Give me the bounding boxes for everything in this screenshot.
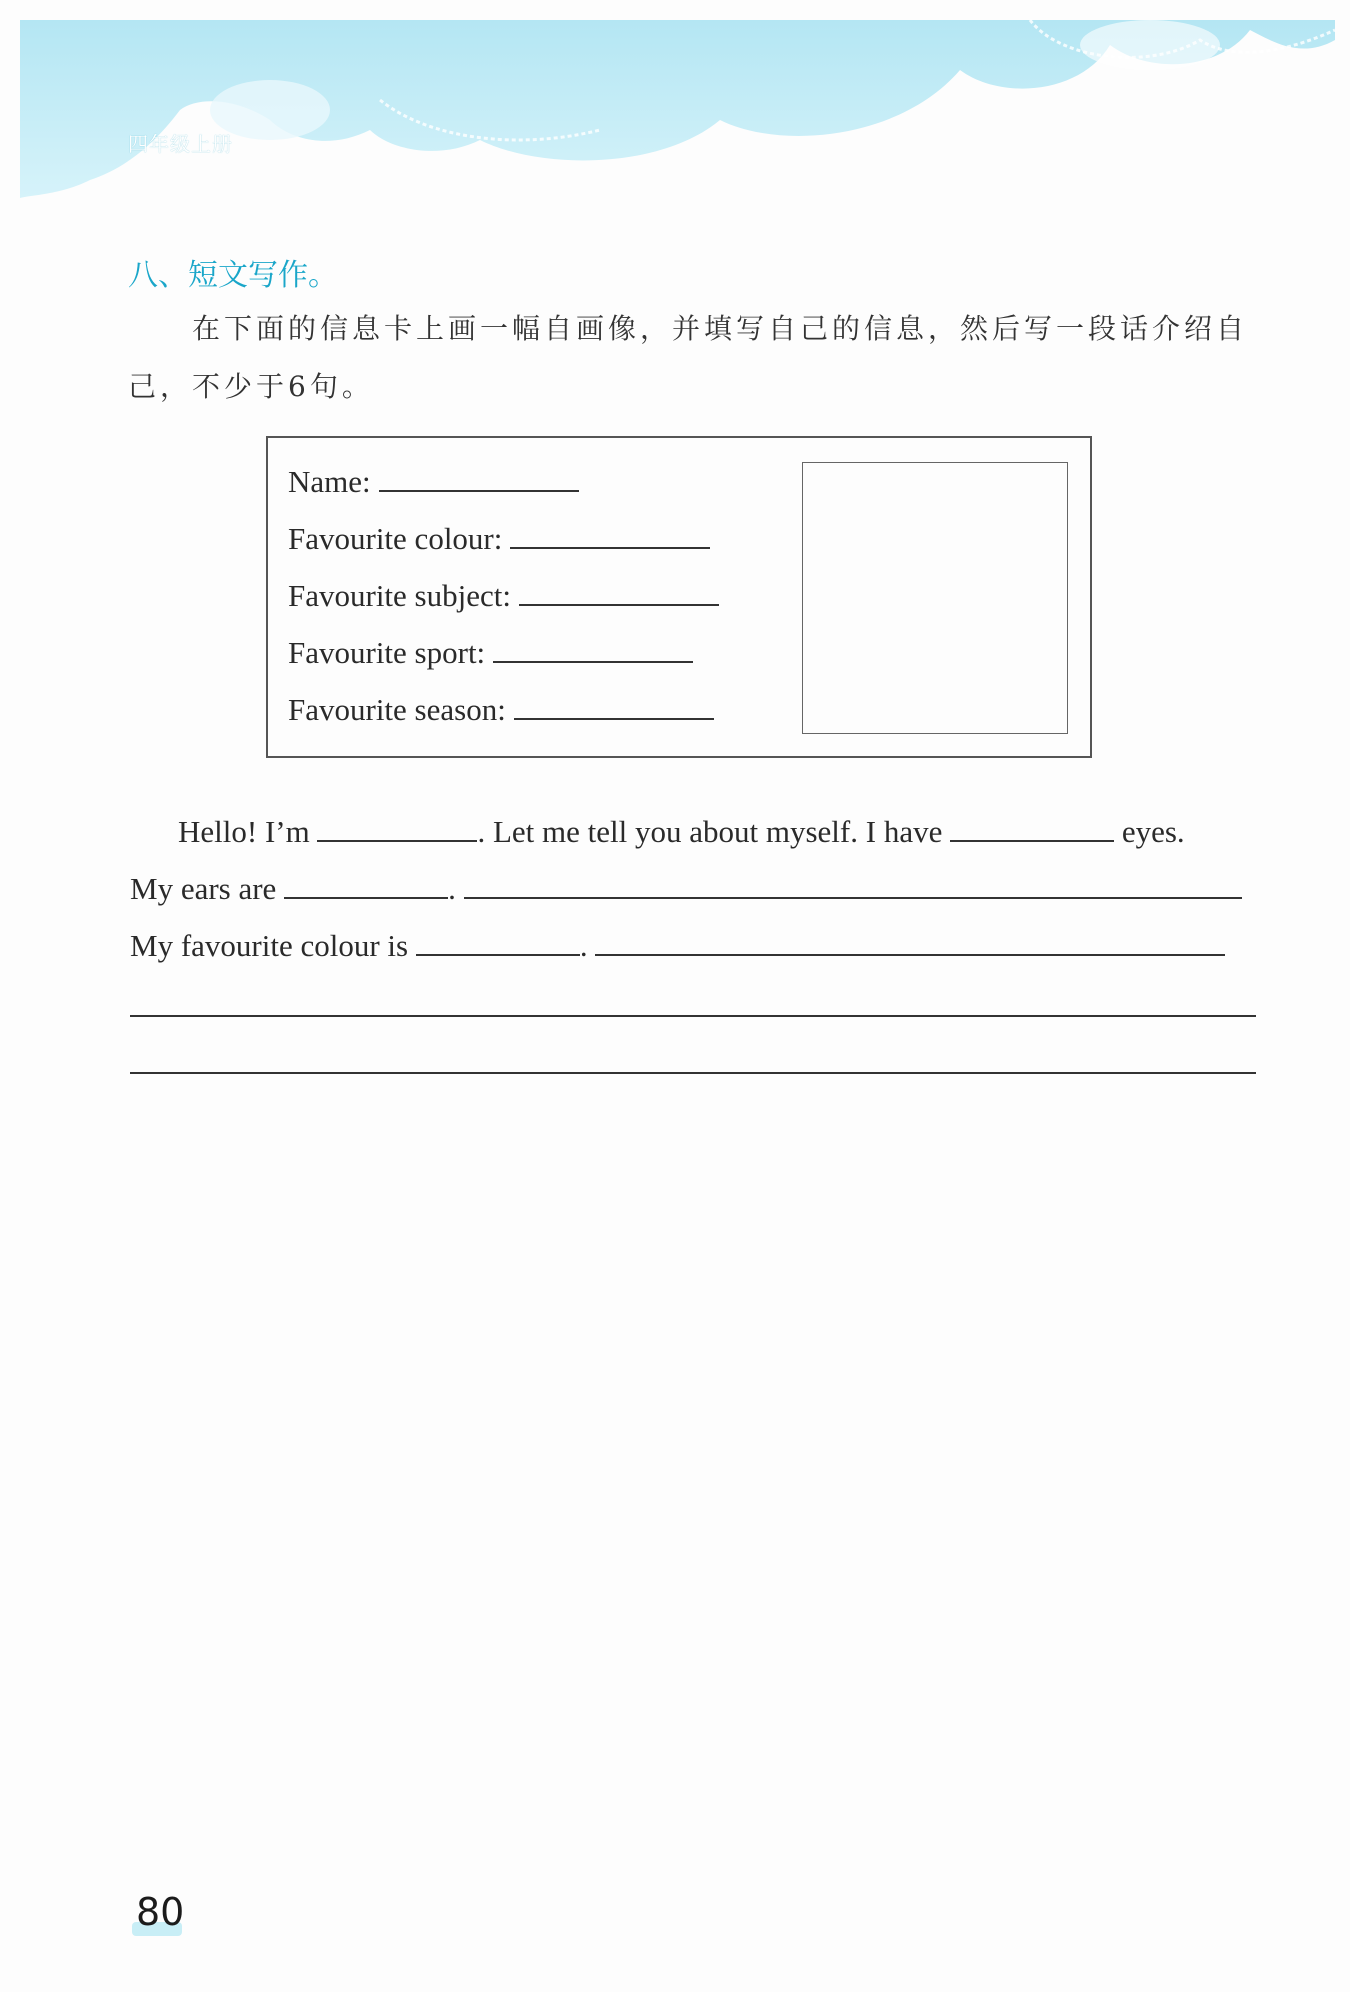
colour-text: My favourite colour is — [130, 928, 409, 963]
paragraph-line-1 — [130, 814, 1256, 854]
colour-answer-blank[interactable] — [416, 954, 580, 956]
card-field-subject — [288, 578, 719, 614]
field-label: Name: — [288, 464, 371, 499]
subject-blank[interactable] — [519, 604, 719, 606]
card-field-sport — [288, 635, 693, 671]
eyes-answer-blank[interactable] — [950, 840, 1114, 842]
period-text: . — [579, 928, 588, 963]
writing-line[interactable] — [595, 954, 1225, 956]
eyes-text: eyes. — [1121, 814, 1185, 849]
card-field-colour — [288, 521, 710, 557]
field-label: Favourite sport: — [288, 635, 486, 670]
season-blank[interactable] — [514, 718, 714, 720]
ears-text: My ears are — [130, 871, 277, 906]
tell-text: . Let me tell you about myself. I have — [477, 814, 943, 849]
name-blank[interactable] — [379, 490, 579, 492]
info-card — [266, 436, 1092, 758]
ears-answer-blank[interactable] — [284, 897, 448, 899]
section-title: 八、短文写作。 — [128, 258, 338, 293]
field-label: Favourite subject: — [288, 578, 511, 613]
name-answer-blank[interactable] — [317, 840, 477, 842]
sport-blank[interactable] — [493, 661, 693, 663]
paragraph-line-3 — [130, 928, 1256, 968]
period-text: . — [448, 871, 456, 906]
grade-label: 四年级上册 — [128, 132, 233, 156]
colour-blank[interactable] — [510, 547, 710, 549]
hello-text: Hello! I’m — [178, 814, 310, 849]
paragraph-line-2 — [130, 871, 1256, 911]
header-cloud-banner — [0, 0, 1350, 215]
card-field-season — [288, 692, 714, 728]
instruction-text: 在下面的信息卡上画一幅自画像，并填写自己的信息，然后写一段话介绍自己，不少于6句。 — [128, 312, 1249, 403]
field-label: Favourite season: — [288, 692, 506, 727]
writing-line[interactable] — [464, 897, 1242, 899]
self-portrait-box[interactable] — [802, 462, 1068, 734]
writing-line[interactable] — [130, 1015, 1256, 1017]
page-number: 80 — [136, 1890, 185, 1934]
card-field-name — [288, 464, 579, 500]
field-label: Favourite colour: — [288, 521, 503, 556]
writing-line[interactable] — [130, 1072, 1256, 1074]
